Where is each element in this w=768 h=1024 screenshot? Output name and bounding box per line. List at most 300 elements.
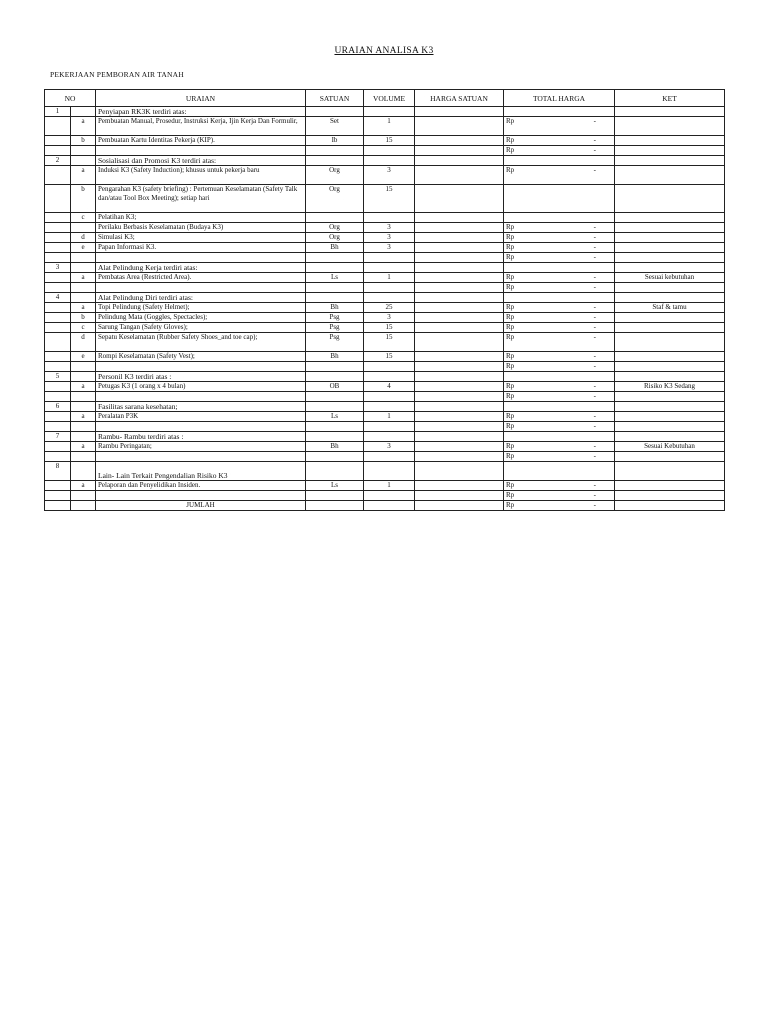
amount-value: - [593,442,596,450]
total-harga-cell [504,223,615,233]
section-number: 4 [45,293,71,303]
empty-cell [364,253,415,263]
item-ket: Sesuai Kebutuhan [615,442,725,452]
item-satuan: Set [306,117,364,136]
subtotal-cell [504,422,615,432]
item-ket [615,352,725,362]
amount-value: - [593,333,596,341]
item-satuan: Org [306,223,364,233]
empty-cell [45,491,71,501]
harga-satuan-cell [415,117,504,136]
amount-value: - [593,273,596,281]
amount-value: - [593,166,596,174]
ket-cell [615,156,725,166]
document-title: URAIAN ANALISA K3 [334,46,434,56]
empty-cell [71,146,96,156]
empty-cell [306,362,364,372]
item-ket: Risiko K3 Sedang [615,382,725,392]
ket-cell [615,462,725,481]
item-ket [615,166,725,185]
item-ket [615,313,725,323]
currency-label: Rp [506,412,515,420]
ket-cell [615,293,725,303]
currency-label: Rp [506,303,515,311]
empty-cell [364,501,415,511]
sub-letter-empty [71,402,96,412]
k3-analysis-table [44,89,725,511]
total-harga-cell [504,136,615,146]
item-ket [615,213,725,223]
empty-cell [96,362,306,372]
no-cell [45,352,71,362]
harga-satuan-cell [415,333,504,352]
section-number: 1 [45,107,71,117]
empty-cell [96,253,306,263]
currency-label: Rp [506,382,515,390]
document-subtitle: PEKERJAAN PEMBORAN AIR TANAH [50,70,184,79]
total-harga-cell [504,372,615,382]
empty-cell [306,107,364,117]
section-number: 3 [45,263,71,273]
sub-letter-empty [71,293,96,303]
subtotal-cell [504,253,615,263]
empty-cell [415,452,504,462]
total-harga-cell [504,352,615,362]
item-volume: 1 [364,273,415,283]
empty-cell [45,283,71,293]
section-title: Alat Pelindung Kerja terdiri atas: [96,263,306,273]
item-description: Pembatas Area (Restricted Area). [96,273,306,283]
empty-cell [71,491,96,501]
item-volume: 15 [364,333,415,352]
empty-cell [71,253,96,263]
table-row [45,185,725,213]
item-ket [615,185,725,213]
empty-cell [415,402,504,412]
empty-cell [364,362,415,372]
section-number: 2 [45,156,71,166]
item-letter: b [71,136,96,146]
subtotal-cell [504,491,615,501]
ket-cell [615,263,725,273]
sub-letter-empty [71,263,96,273]
header-ket: KET [615,90,725,107]
no-cell [45,481,71,491]
amount-value: - [593,303,596,311]
empty-cell [71,362,96,372]
empty-cell [45,452,71,462]
no-cell [45,323,71,333]
no-cell [45,313,71,323]
empty-cell [415,491,504,501]
empty-cell [306,432,364,442]
section-title: Penyiapan RK3K terdiri atas: [96,107,306,117]
no-cell [45,136,71,146]
item-letter: e [71,352,96,362]
section-row [45,293,725,303]
no-cell [45,223,71,233]
empty-cell [306,253,364,263]
empty-cell [415,432,504,442]
empty-cell [364,107,415,117]
table-row [45,166,725,185]
total-harga-cell [504,243,615,253]
item-volume [364,213,415,223]
harga-satuan-cell [415,223,504,233]
amount-value: - [593,136,596,144]
currency-label: Rp [506,501,515,509]
empty-cell [45,501,71,511]
empty-cell [306,146,364,156]
amount-value: - [593,323,596,331]
no-cell [45,273,71,283]
empty-cell [306,392,364,402]
item-description: Petugas K3 (1 orang x 4 bulan) [96,382,306,392]
item-letter: c [71,323,96,333]
total-harga-cell [504,213,615,223]
item-volume: 1 [364,117,415,136]
harga-satuan-cell [415,323,504,333]
currency-label: Rp [506,146,515,154]
total-harga-cell [504,382,615,392]
currency-label: Rp [506,243,515,251]
subtotal-row [45,253,725,263]
item-volume: 3 [364,166,415,185]
empty-cell [96,283,306,293]
empty-cell [364,452,415,462]
table-row [45,223,725,233]
section-row [45,402,725,412]
item-letter: a [71,117,96,136]
ket-cell [615,491,725,501]
item-ket [615,481,725,491]
section-row [45,432,725,442]
empty-cell [45,146,71,156]
item-volume: 3 [364,233,415,243]
harga-satuan-cell [415,352,504,362]
no-cell [45,243,71,253]
subtotal-cell [504,362,615,372]
item-volume: 3 [364,243,415,253]
no-cell [45,442,71,452]
empty-cell [415,156,504,166]
item-description: Pembuatan Manual, Prosedur, Instruksi Kerja, Ijin Kerja Dan Formulir, [96,117,306,136]
table-row [45,233,725,243]
item-ket [615,136,725,146]
table-row [45,412,725,422]
amount-value: - [593,382,596,390]
currency-label: Rp [506,117,515,125]
ket-cell [615,146,725,156]
amount-value: - [593,117,596,125]
empty-cell [415,462,504,481]
empty-cell [415,422,504,432]
empty-cell [415,372,504,382]
section-number: 6 [45,402,71,412]
item-satuan: Bh [306,442,364,452]
header-no: NO [45,90,96,107]
empty-cell [306,422,364,432]
sub-letter-empty [71,372,96,382]
section-row [45,263,725,273]
item-satuan: Psg [306,333,364,352]
currency-label: Rp [506,422,515,430]
empty-cell [96,491,306,501]
no-cell [45,412,71,422]
harga-satuan-cell [415,382,504,392]
item-description: Rambu Peringatan; [96,442,306,452]
grand-total-cell [504,501,615,511]
empty-cell [306,372,364,382]
amount-value: - [593,501,596,509]
empty-cell [415,146,504,156]
item-satuan: Org [306,185,364,213]
currency-label: Rp [506,481,515,489]
harga-satuan-cell [415,185,504,213]
total-harga-cell [504,185,615,213]
empty-cell [364,156,415,166]
item-description: Sepatu Keselamatan (Rubber Safety Shoes_and toe cap); [96,333,306,352]
table-row [45,243,725,253]
amount-value: - [593,146,596,154]
total-harga-cell [504,333,615,352]
header-harga-satuan: HARGA SATUAN [415,90,504,107]
no-cell [45,213,71,223]
subtotal-row [45,362,725,372]
subtotal-row [45,283,725,293]
section-number: 5 [45,372,71,382]
total-harga-cell [504,412,615,422]
total-harga-cell [504,303,615,313]
empty-cell [71,501,96,511]
ket-cell [615,501,725,511]
harga-satuan-cell [415,442,504,452]
item-description: Pengarahan K3 (safety briefing) : Pertemuan Keselamatan (Safety Talk dan/atau Tool Box Meeting); setiap hari [96,185,306,213]
total-harga-cell [504,117,615,136]
table-row [45,323,725,333]
header-satuan: SATUAN [306,90,364,107]
item-satuan: Ls [306,273,364,283]
empty-cell [71,283,96,293]
currency-label: Rp [506,362,515,370]
item-volume: 15 [364,136,415,146]
item-letter: a [71,481,96,491]
section-number: 8 [45,462,71,481]
empty-cell [364,392,415,402]
amount-value: - [593,313,596,321]
section-number: 7 [45,432,71,442]
currency-label: Rp [506,313,515,321]
empty-cell [306,283,364,293]
total-harga-cell [504,402,615,412]
amount-value: - [593,362,596,370]
item-ket [615,233,725,243]
total-harga-cell [504,462,615,481]
empty-cell [364,263,415,273]
table-header-row [45,90,725,107]
empty-cell [364,146,415,156]
total-row [45,501,725,511]
amount-value: - [593,233,596,241]
item-satuan: Bh [306,352,364,362]
empty-cell [364,432,415,442]
item-ket: Staf & tamu [615,303,725,313]
harga-satuan-cell [415,233,504,243]
amount-value: - [593,412,596,420]
empty-cell [364,462,415,481]
item-volume: 15 [364,352,415,362]
currency-label: Rp [506,333,515,341]
item-letter: a [71,412,96,422]
item-description: Pelatihan K3; [96,213,306,223]
item-letter: d [71,233,96,243]
empty-cell [306,263,364,273]
empty-cell [415,283,504,293]
total-label: JUMLAH [96,501,306,511]
empty-cell [415,107,504,117]
no-cell [45,166,71,185]
table-row [45,442,725,452]
total-harga-cell [504,313,615,323]
table-row [45,213,725,223]
subtotal-row [45,491,725,501]
amount-value: - [593,481,596,489]
empty-cell [364,422,415,432]
header-total-harga: TOTAL HARGA [504,90,615,107]
item-letter: b [71,313,96,323]
subtotal-cell [504,146,615,156]
harga-satuan-cell [415,481,504,491]
ket-cell [615,392,725,402]
table-row [45,481,725,491]
section-title: Personil K3 terdiri atas : [96,372,306,382]
item-letter: b [71,185,96,213]
harga-satuan-cell [415,273,504,283]
table-body [45,107,725,511]
subtotal-cell [504,392,615,402]
empty-cell [71,452,96,462]
item-letter: e [71,243,96,253]
no-cell [45,333,71,352]
empty-cell [96,422,306,432]
item-description: Peralatan P3K [96,412,306,422]
empty-cell [364,372,415,382]
total-harga-cell [504,263,615,273]
empty-cell [45,422,71,432]
section-title: Rambu- Rambu terdiri atas : [96,432,306,442]
empty-cell [415,501,504,511]
amount-value: - [593,392,596,400]
harga-satuan-cell [415,243,504,253]
currency-label: Rp [506,273,515,281]
amount-value: - [593,253,596,261]
sub-letter-empty [71,462,96,481]
table-row [45,273,725,283]
currency-label: Rp [506,283,515,291]
item-satuan [306,213,364,223]
header-volume: VOLUME [364,90,415,107]
currency-label: Rp [506,166,515,174]
amount-value: - [593,223,596,231]
ket-cell [615,107,725,117]
item-ket [615,117,725,136]
empty-cell [415,362,504,372]
empty-cell [96,146,306,156]
amount-value: - [593,422,596,430]
ket-cell [615,362,725,372]
ket-cell [615,422,725,432]
subtotal-cell [504,452,615,462]
ket-cell [615,452,725,462]
item-description: Perilaku Berbasis Keselamatan (Budaya K3) [96,223,306,233]
table-row [45,136,725,146]
item-satuan: Bh [306,303,364,313]
item-volume: 4 [364,382,415,392]
item-letter [71,223,96,233]
amount-value: - [593,452,596,460]
item-satuan: Bh [306,243,364,253]
currency-label: Rp [506,491,515,499]
amount-value: - [593,491,596,499]
section-title: Alat Pelindung Diri terdiri atas: [96,293,306,303]
currency-label: Rp [506,442,515,450]
subtotal-row [45,392,725,402]
empty-cell [45,392,71,402]
item-volume: 3 [364,442,415,452]
empty-cell [415,263,504,273]
harga-satuan-cell [415,166,504,185]
empty-cell [306,452,364,462]
ket-cell [615,402,725,412]
section-title: Lain- Lain Terkait Pengendalian Risiko K3 [96,462,306,481]
item-letter: a [71,442,96,452]
sub-letter-empty [71,432,96,442]
empty-cell [96,452,306,462]
no-cell [45,303,71,313]
item-satuan: Ls [306,481,364,491]
item-ket [615,223,725,233]
harga-satuan-cell [415,313,504,323]
item-volume: 25 [364,303,415,313]
item-volume: 15 [364,323,415,333]
harga-satuan-cell [415,213,504,223]
empty-cell [96,392,306,402]
item-letter: a [71,382,96,392]
empty-cell [71,392,96,402]
empty-cell [45,362,71,372]
item-description: Topi Pelindung (Safety Helmet); [96,303,306,313]
sub-letter-empty [71,107,96,117]
table-row [45,333,725,352]
amount-value: - [593,283,596,291]
table-row [45,352,725,362]
item-ket [615,323,725,333]
empty-cell [306,491,364,501]
empty-cell [306,293,364,303]
item-satuan: Psg [306,313,364,323]
total-harga-cell [504,273,615,283]
section-title: Fasilitas sarana kesehatan; [96,402,306,412]
item-satuan: Org [306,233,364,243]
total-harga-cell [504,323,615,333]
empty-cell [364,283,415,293]
currency-label: Rp [506,233,515,241]
currency-label: Rp [506,452,515,460]
currency-label: Rp [506,253,515,261]
table-row [45,303,725,313]
empty-cell [306,462,364,481]
subtotal-row [45,452,725,462]
